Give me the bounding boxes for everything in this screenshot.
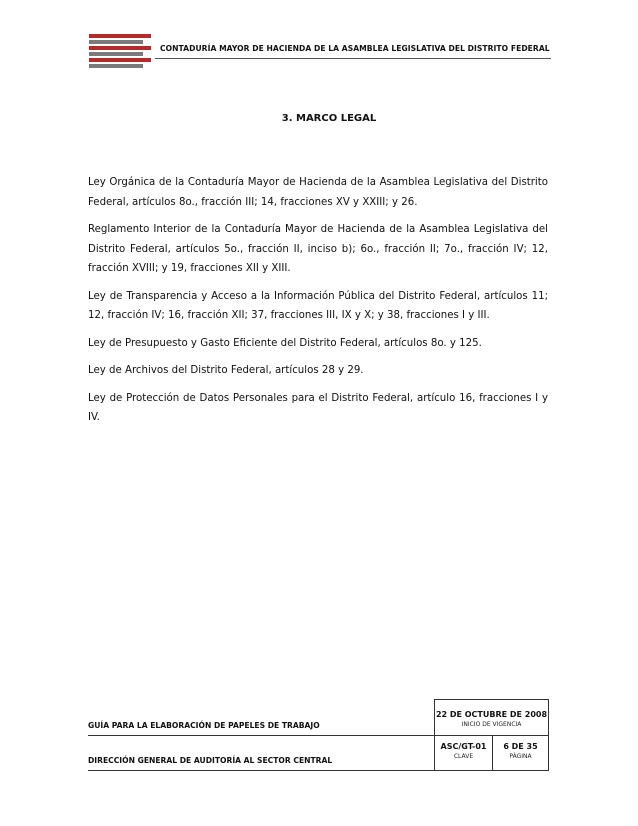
logo-stripe — [89, 34, 151, 38]
logo-stripe — [89, 46, 151, 50]
legal-paragraph: Reglamento Interior de la Contaduría Mayor de Hacienda de la Asamblea Legislativa del Distrito Federal, artículos 5o., fracción II, inciso b); 6o., fracción II; 7o., fracción IV; 12, fracción XVIII; y 19, fracciones XII y XIII. — [88, 224, 548, 274]
page-number-value: 6 DE 35 — [503, 742, 538, 751]
logo-stripe — [89, 40, 143, 44]
institution-logo — [89, 34, 151, 68]
effective-date-box — [434, 699, 549, 736]
legal-paragraph: Ley Orgánica de la Contaduría Mayor de Hacienda de la Asamblea Legislativa del Distrito Federal, artículos 8o., fracción III; 14, fracciones XV y XXIII; y 26. — [88, 177, 548, 208]
header-divider — [155, 58, 551, 59]
page-footer — [88, 699, 549, 771]
page-number-label: PÁGINA — [509, 753, 532, 760]
section-title: 3. MARCO LEGAL — [281, 113, 377, 124]
department-name: DIRECCIÓN GENERAL DE AUDITORÍA AL SECTOR CENTRAL — [88, 756, 333, 765]
legal-paragraph: Ley de Archivos del Distrito Federal, artículos 28 y 29. — [88, 365, 364, 376]
document-code-value: ASC/GT-01 — [440, 742, 487, 751]
effective-date-value: 22 DE OCTUBRE DE 2008 — [435, 710, 548, 719]
document-code-box — [434, 735, 493, 771]
logo-stripe — [89, 64, 143, 68]
effective-date-label: INICIO DE VIGENCIA — [461, 721, 522, 728]
legal-paragraph: Ley de Protección de Datos Personales para el Distrito Federal, artículo 16, fracciones I y IV. — [88, 392, 548, 423]
document-code-label: CLAVE — [453, 753, 474, 760]
page-number-box — [492, 735, 549, 771]
logo-stripe — [89, 58, 151, 62]
header-title: CONTADURÍA MAYOR DE HACIENDA DE LA ASAMBLEA LEGISLATIVA DEL DISTRITO FEDERAL — [160, 44, 550, 53]
legal-framework-list — [88, 173, 548, 436]
legal-paragraph: Ley de Presupuesto y Gasto Eficiente del Distrito Federal, artículos 8o. y 125. — [88, 337, 482, 349]
footer-divider — [88, 735, 434, 736]
legal-paragraph: Ley de Transparencia y Acceso a la Información Pública del Distrito Federal, artículos 11; 12, fracción IV; 16, fracción XII; 37, fracciones III, IX y X; y 38, fracciones I y III. — [88, 290, 548, 321]
footer-divider — [88, 770, 434, 771]
guide-title: GUÍA PARA LA ELABORACIÓN DE PAPELES DE TRABAJO — [88, 721, 320, 730]
logo-stripe — [89, 52, 143, 56]
